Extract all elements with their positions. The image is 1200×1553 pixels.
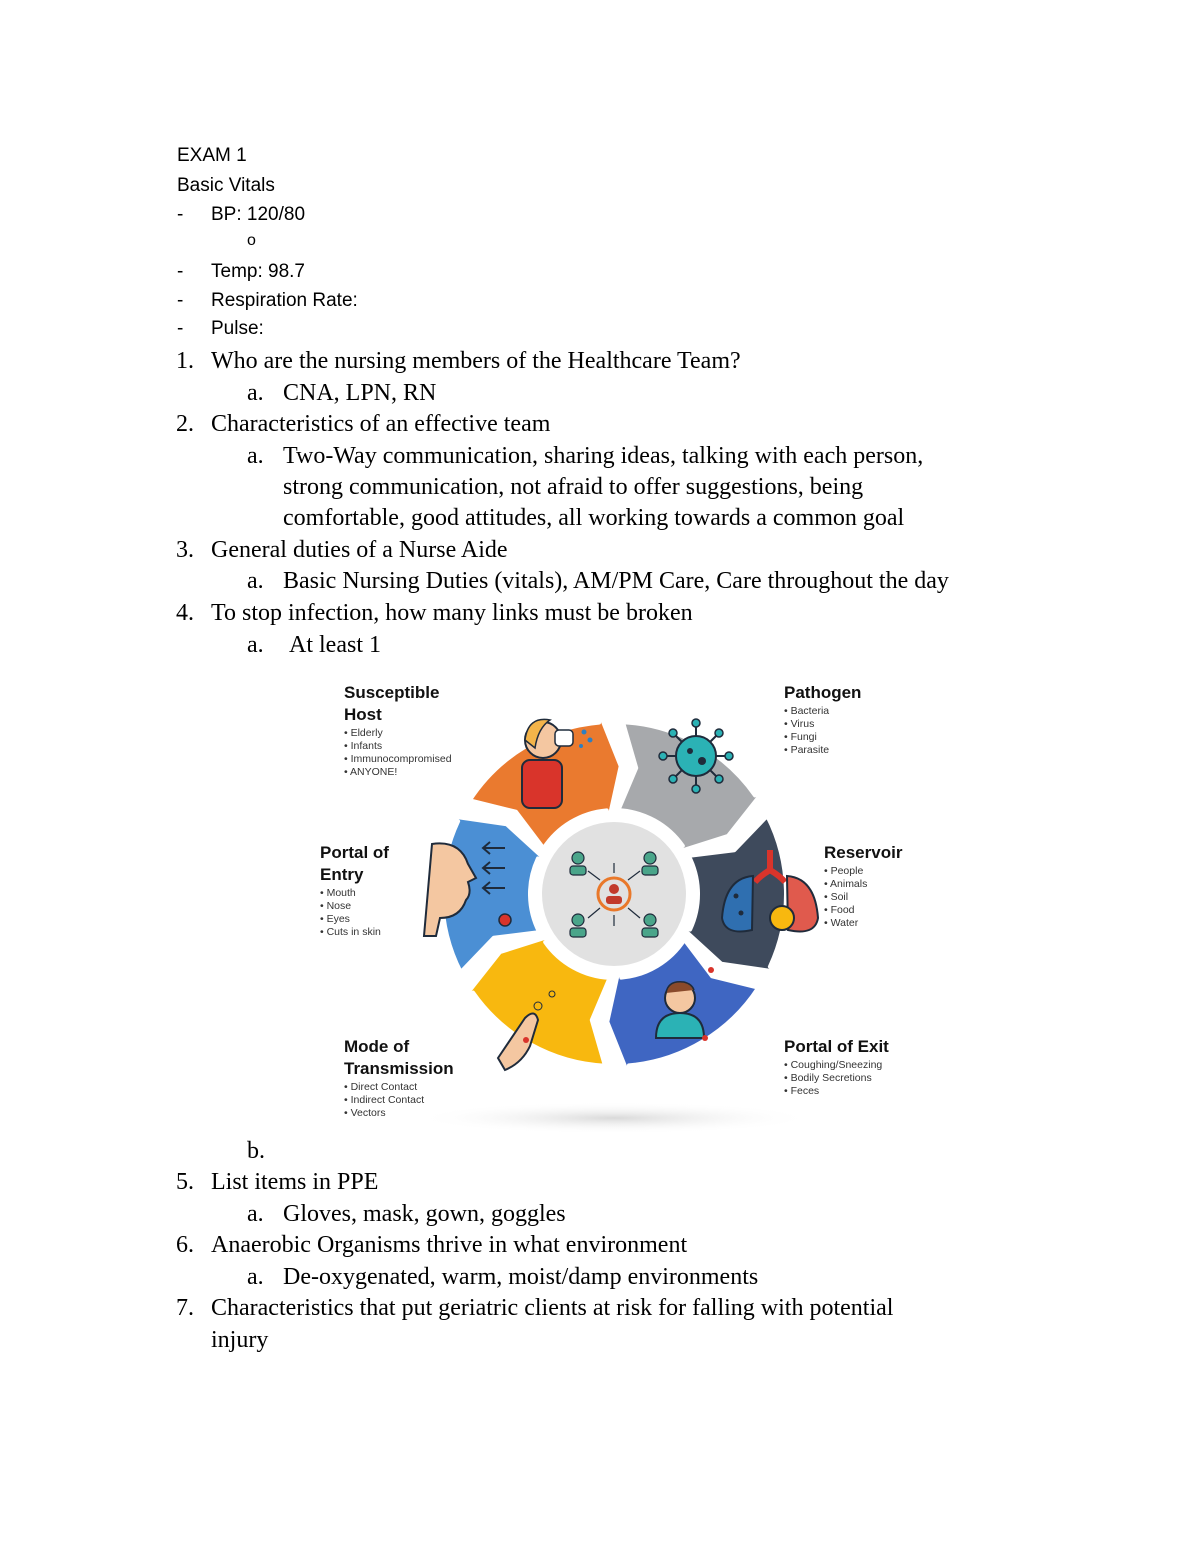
label-item: • Immunocompromised	[344, 753, 452, 765]
vital-pulse: Pulse:	[211, 318, 264, 339]
vital-temp: Temp: 98.7	[211, 261, 305, 282]
label-title: Mode of	[344, 1037, 410, 1056]
label-item: • Infants	[344, 740, 383, 752]
question-text: To stop infection, how many links must be broken	[211, 600, 693, 626]
question-text: Characteristics that put geriatric clients at risk for falling with potential	[211, 1295, 894, 1321]
label-item: • People	[824, 865, 864, 877]
label-item: • Nose	[320, 900, 352, 912]
question-number: 5.	[176, 1169, 194, 1195]
label-title: Transmission	[344, 1059, 454, 1078]
answer-letter: a.	[247, 1264, 264, 1290]
label-mode-of-transmission	[344, 1037, 454, 1119]
page-title: EXAM 1	[177, 145, 247, 166]
answer-text: Gloves, mask, gown, goggles	[283, 1201, 566, 1227]
answer-letter: b.	[247, 1138, 265, 1164]
floor-shadow	[414, 1102, 814, 1134]
answer-letter: a.	[247, 568, 264, 594]
label-item: • Food	[824, 904, 855, 916]
label-item: • Eyes	[320, 913, 350, 925]
vital-bp: BP: 120/80	[211, 204, 306, 225]
question-text: Who are the nursing members of the Healthcare Team?	[211, 348, 741, 374]
label-title: Portal of	[320, 843, 389, 862]
label-item: • Water	[824, 917, 859, 929]
label-item: • Indirect Contact	[344, 1094, 425, 1106]
answer-letter: a.	[247, 1201, 264, 1227]
label-portal-of-entry	[320, 843, 389, 938]
label-susceptible-host	[344, 683, 452, 778]
label-item: • Direct Contact	[344, 1081, 418, 1093]
chain-of-infection-svg	[300, 668, 930, 1146]
question-number: 6.	[176, 1232, 194, 1258]
label-item: • ANYONE!	[344, 766, 398, 778]
label-item: • Feces	[784, 1085, 820, 1097]
bullet-dash: -	[177, 290, 184, 311]
answer-text: strong communication, not afraid to offer suggestions, being	[283, 474, 864, 500]
answer-text: CNA, LPN, RN	[283, 380, 437, 406]
question-number: 1.	[176, 348, 194, 374]
label-item: • Virus	[784, 718, 815, 730]
bullet-dash: -	[177, 318, 184, 339]
question-text: Anaerobic Organisms thrive in what environment	[211, 1232, 688, 1258]
answer-letter: a.	[247, 443, 264, 469]
bullet-dash: -	[177, 261, 184, 282]
question-text: General duties of a Nurse Aide	[211, 537, 508, 563]
label-item: • Vectors	[344, 1107, 386, 1119]
answer-text: At least 1	[289, 632, 381, 658]
label-item: • Soil	[824, 891, 849, 903]
answer-letter: a.	[247, 632, 264, 658]
label-item: • Mouth	[320, 887, 356, 899]
label-title: Susceptible	[344, 683, 440, 702]
answer-text: Basic Nursing Duties (vitals), AM/PM Care, Care throughout the day	[283, 568, 949, 594]
answer-text: comfortable, good attitudes, all working towards a common goal	[283, 505, 905, 531]
label-item: • Elderly	[344, 727, 383, 739]
virus-icon	[659, 719, 733, 793]
label-title: Entry	[320, 865, 364, 884]
label-title: Host	[344, 705, 382, 724]
section-subtitle: Basic Vitals	[177, 175, 275, 196]
chain-of-infection-diagram	[300, 668, 930, 1146]
answer-letter: a.	[247, 380, 264, 406]
label-item: • Parasite	[784, 744, 830, 756]
label-portal-of-exit	[784, 1037, 889, 1097]
label-item: • Bacteria	[784, 705, 830, 717]
question-text: Characteristics of an effective team	[211, 411, 551, 437]
label-title: Portal of Exit	[784, 1037, 889, 1056]
label-item: • Fungi	[784, 731, 817, 743]
bullet-dash: -	[177, 204, 184, 225]
label-item: • Coughing/Sneezing	[784, 1059, 883, 1071]
question-number: 3.	[176, 537, 194, 563]
answer-text: De-oxygenated, warm, moist/damp environments	[283, 1264, 759, 1290]
label-title: Reservoir	[824, 843, 903, 862]
vital-respiration: Respiration Rate:	[211, 290, 358, 311]
question-text: List items in PPE	[211, 1169, 379, 1195]
label-item: • Bodily Secretions	[784, 1072, 872, 1084]
question-continuation: injury	[211, 1327, 269, 1353]
answer-text: Two-Way communication, sharing ideas, talking with each person,	[283, 443, 924, 469]
label-title: Pathogen	[784, 683, 862, 702]
label-reservoir	[824, 843, 903, 929]
label-item: • Cuts in skin	[320, 926, 381, 938]
question-number: 2.	[176, 411, 194, 437]
label-item: • Animals	[824, 878, 868, 890]
label-pathogen	[784, 683, 861, 756]
bullet-circle: o	[247, 232, 256, 249]
question-number: 4.	[176, 600, 194, 626]
question-number: 7.	[176, 1295, 194, 1321]
